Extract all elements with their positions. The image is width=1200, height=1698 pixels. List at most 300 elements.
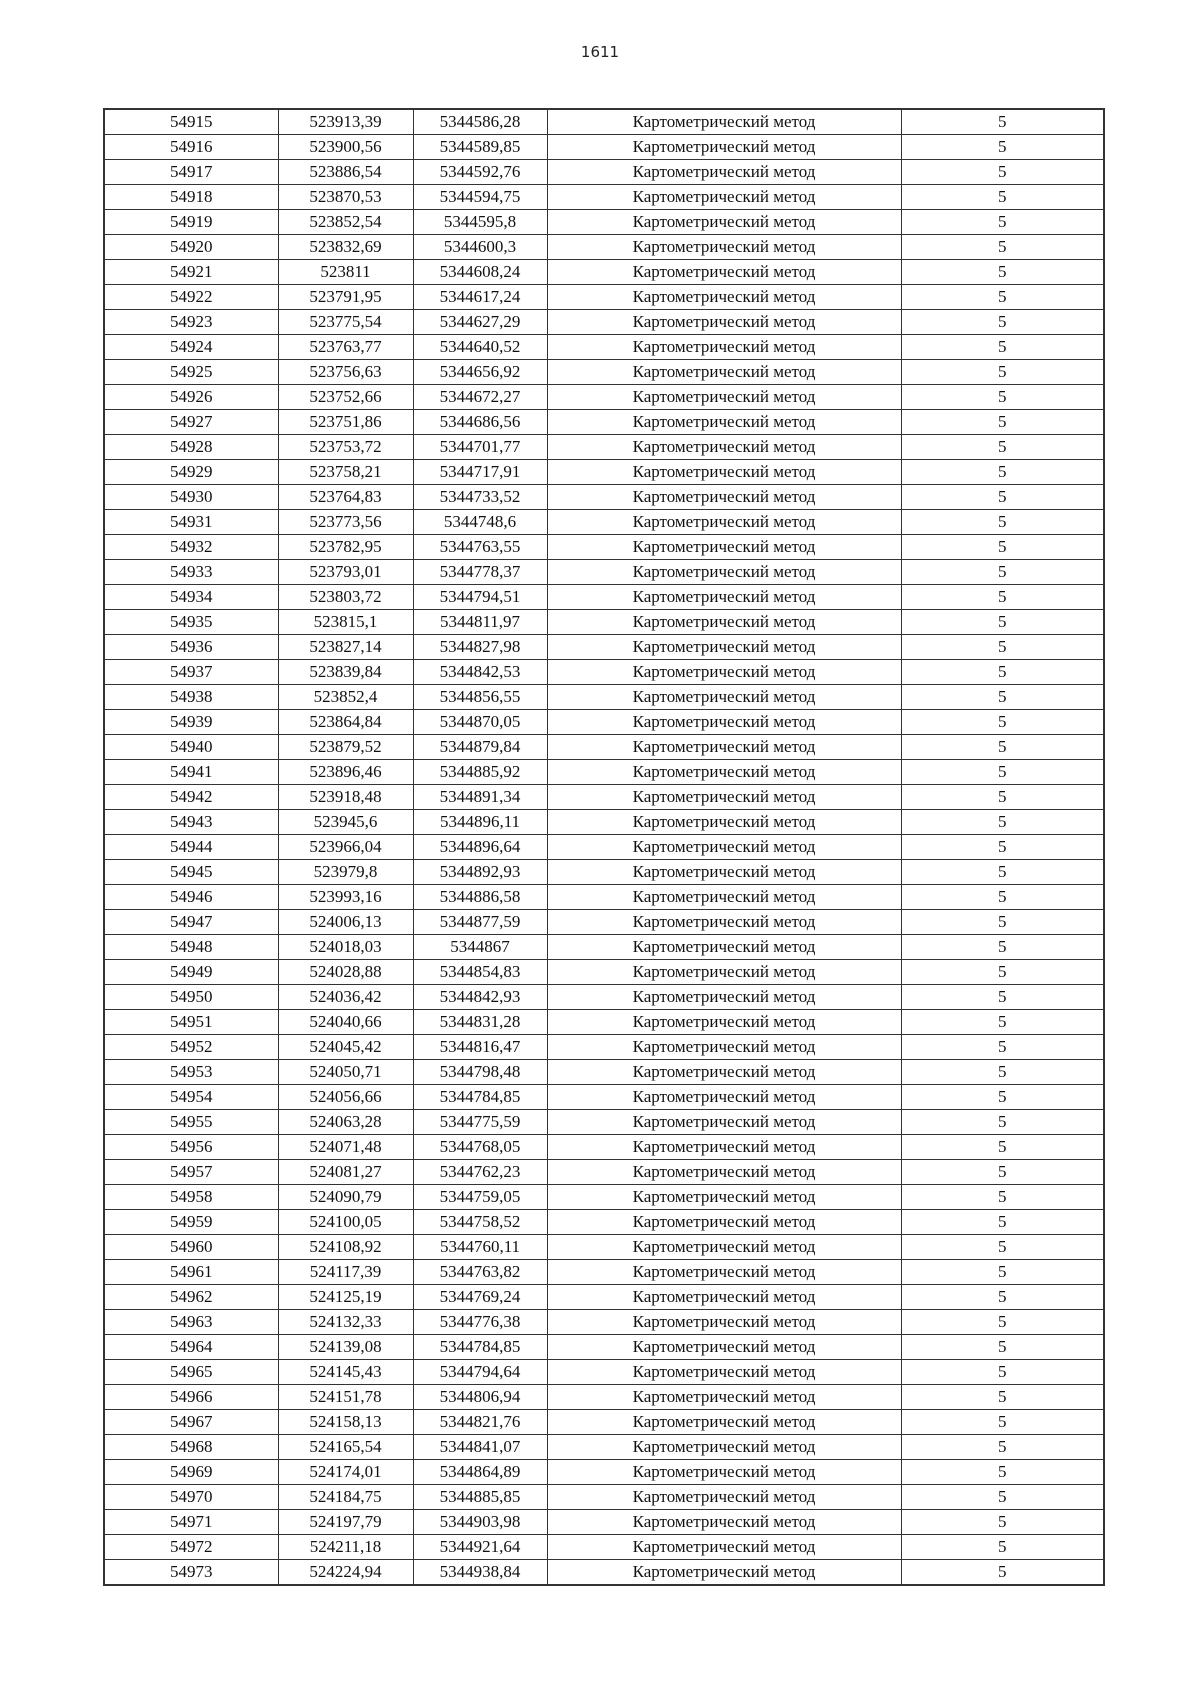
y-coordinate-cell: 5344892,93 [413,860,547,885]
method-cell: Картометрический метод [547,310,901,335]
method-cell: Картометрический метод [547,985,901,1010]
x-coordinate-cell: 523945,6 [278,810,413,835]
x-coordinate-cell: 524132,33 [278,1310,413,1335]
x-coordinate-cell: 523852,54 [278,210,413,235]
accuracy-cell: 5 [901,1485,1104,1510]
point-number-cell: 54944 [104,835,278,860]
y-coordinate-cell: 5344885,92 [413,760,547,785]
accuracy-cell: 5 [901,109,1104,135]
x-coordinate-cell: 524018,03 [278,935,413,960]
method-cell: Картометрический метод [547,109,901,135]
method-cell: Картометрический метод [547,1160,901,1185]
point-number-cell: 54948 [104,935,278,960]
table-row [104,635,1104,660]
x-coordinate-cell: 524211,18 [278,1535,413,1560]
coordinates-table-body [104,109,1104,1585]
point-number-cell: 54939 [104,710,278,735]
table-row [104,685,1104,710]
table-row [104,560,1104,585]
method-cell: Картометрический метод [547,1460,901,1485]
x-coordinate-cell: 523763,77 [278,335,413,360]
point-number-cell: 54919 [104,210,278,235]
method-cell: Картометрический метод [547,785,901,810]
accuracy-cell: 5 [901,1435,1104,1460]
accuracy-cell: 5 [901,910,1104,935]
table-row [104,210,1104,235]
accuracy-cell: 5 [901,510,1104,535]
x-coordinate-cell: 524184,75 [278,1485,413,1510]
method-cell: Картометрический метод [547,185,901,210]
x-coordinate-cell: 523811 [278,260,413,285]
y-coordinate-cell: 5344733,52 [413,485,547,510]
x-coordinate-cell: 523758,21 [278,460,413,485]
page-number: 1611 [580,43,620,61]
y-coordinate-cell: 5344656,92 [413,360,547,385]
x-coordinate-cell: 524158,13 [278,1410,413,1435]
x-coordinate-cell: 523839,84 [278,660,413,685]
x-coordinate-cell: 524108,92 [278,1235,413,1260]
point-number-cell: 54969 [104,1460,278,1485]
point-number-cell: 54972 [104,1535,278,1560]
y-coordinate-cell: 5344775,59 [413,1110,547,1135]
method-cell: Картометрический метод [547,1560,901,1586]
table-row [104,160,1104,185]
method-cell: Картометрический метод [547,160,901,185]
table-row [104,135,1104,160]
method-cell: Картометрический метод [547,885,901,910]
method-cell: Картометрический метод [547,510,901,535]
table-row [104,1460,1104,1485]
y-coordinate-cell: 5344903,98 [413,1510,547,1535]
accuracy-cell: 5 [901,1060,1104,1085]
y-coordinate-cell: 5344672,27 [413,385,547,410]
table-row [104,510,1104,535]
x-coordinate-cell: 523886,54 [278,160,413,185]
point-number-cell: 54926 [104,385,278,410]
point-number-cell: 54946 [104,885,278,910]
point-number-cell: 54933 [104,560,278,585]
x-coordinate-cell: 524081,27 [278,1160,413,1185]
method-cell: Картометрический метод [547,635,901,660]
method-cell: Картометрический метод [547,710,901,735]
y-coordinate-cell: 5344854,83 [413,960,547,985]
y-coordinate-cell: 5344592,76 [413,160,547,185]
accuracy-cell: 5 [901,235,1104,260]
accuracy-cell: 5 [901,810,1104,835]
method-cell: Картометрический метод [547,435,901,460]
table-row [104,1285,1104,1310]
accuracy-cell: 5 [901,760,1104,785]
point-number-cell: 54916 [104,135,278,160]
x-coordinate-cell: 524050,71 [278,1060,413,1085]
x-coordinate-cell: 523803,72 [278,585,413,610]
accuracy-cell: 5 [901,135,1104,160]
point-number-cell: 54973 [104,1560,278,1586]
point-number-cell: 54961 [104,1260,278,1285]
y-coordinate-cell: 5344701,77 [413,435,547,460]
accuracy-cell: 5 [901,885,1104,910]
point-number-cell: 54947 [104,910,278,935]
point-number-cell: 54959 [104,1210,278,1235]
y-coordinate-cell: 5344842,53 [413,660,547,685]
method-cell: Картометрический метод [547,260,901,285]
accuracy-cell: 5 [901,260,1104,285]
point-number-cell: 54971 [104,1510,278,1535]
y-coordinate-cell: 5344640,52 [413,335,547,360]
table-row [104,1160,1104,1185]
x-coordinate-cell: 524224,94 [278,1560,413,1586]
table-row [104,535,1104,560]
point-number-cell: 54968 [104,1435,278,1460]
point-number-cell: 54970 [104,1485,278,1510]
y-coordinate-cell: 5344870,05 [413,710,547,735]
y-coordinate-cell: 5344762,23 [413,1160,547,1185]
x-coordinate-cell: 523775,54 [278,310,413,335]
accuracy-cell: 5 [901,460,1104,485]
method-cell: Картометрический метод [547,1385,901,1410]
x-coordinate-cell: 524045,42 [278,1035,413,1060]
accuracy-cell: 5 [901,310,1104,335]
accuracy-cell: 5 [901,935,1104,960]
y-coordinate-cell: 5344794,64 [413,1360,547,1385]
point-number-cell: 54957 [104,1160,278,1185]
x-coordinate-cell: 523756,63 [278,360,413,385]
accuracy-cell: 5 [901,635,1104,660]
method-cell: Картометрический метод [547,535,901,560]
point-number-cell: 54925 [104,360,278,385]
method-cell: Картометрический метод [547,385,901,410]
table-row [104,1435,1104,1460]
table-row [104,1535,1104,1560]
y-coordinate-cell: 5344784,85 [413,1085,547,1110]
table-row [104,760,1104,785]
point-number-cell: 54956 [104,1135,278,1160]
accuracy-cell: 5 [901,585,1104,610]
accuracy-cell: 5 [901,185,1104,210]
table-row [104,1485,1104,1510]
y-coordinate-cell: 5344816,47 [413,1035,547,1060]
x-coordinate-cell: 523773,56 [278,510,413,535]
point-number-cell: 54966 [104,1385,278,1410]
method-cell: Картометрический метод [547,210,901,235]
table-row [104,235,1104,260]
table-row [104,1510,1104,1535]
y-coordinate-cell: 5344595,8 [413,210,547,235]
accuracy-cell: 5 [901,960,1104,985]
table-row [104,285,1104,310]
y-coordinate-cell: 5344608,24 [413,260,547,285]
x-coordinate-cell: 523782,95 [278,535,413,560]
point-number-cell: 54962 [104,1285,278,1310]
x-coordinate-cell: 523832,69 [278,235,413,260]
accuracy-cell: 5 [901,1460,1104,1485]
table-row [104,1185,1104,1210]
y-coordinate-cell: 5344821,76 [413,1410,547,1435]
y-coordinate-cell: 5344841,07 [413,1435,547,1460]
table-row [104,1385,1104,1410]
table-row [104,185,1104,210]
method-cell: Картометрический метод [547,685,901,710]
point-number-cell: 54949 [104,960,278,985]
x-coordinate-cell: 523979,8 [278,860,413,885]
y-coordinate-cell: 5344769,24 [413,1285,547,1310]
table-row [104,1335,1104,1360]
point-number-cell: 54937 [104,660,278,685]
method-cell: Картометрический метод [547,1135,901,1160]
method-cell: Картометрический метод [547,1410,901,1435]
table-row [104,935,1104,960]
accuracy-cell: 5 [901,535,1104,560]
method-cell: Картометрический метод [547,610,901,635]
table-row [104,485,1104,510]
accuracy-cell: 5 [901,985,1104,1010]
accuracy-cell: 5 [901,1385,1104,1410]
y-coordinate-cell: 5344784,85 [413,1335,547,1360]
accuracy-cell: 5 [901,1285,1104,1310]
accuracy-cell: 5 [901,785,1104,810]
table-row [104,885,1104,910]
table-row [104,810,1104,835]
accuracy-cell: 5 [901,835,1104,860]
x-coordinate-cell: 524174,01 [278,1460,413,1485]
y-coordinate-cell: 5344886,58 [413,885,547,910]
x-coordinate-cell: 524151,78 [278,1385,413,1410]
x-coordinate-cell: 524028,88 [278,960,413,985]
method-cell: Картометрический метод [547,735,901,760]
method-cell: Картометрический метод [547,360,901,385]
point-number-cell: 54917 [104,160,278,185]
point-number-cell: 54945 [104,860,278,885]
method-cell: Картометрический метод [547,935,901,960]
point-number-cell: 54950 [104,985,278,1010]
table-row [104,310,1104,335]
accuracy-cell: 5 [901,360,1104,385]
y-coordinate-cell: 5344600,3 [413,235,547,260]
point-number-cell: 54958 [104,1185,278,1210]
point-number-cell: 54952 [104,1035,278,1060]
method-cell: Картометрический метод [547,1010,901,1035]
accuracy-cell: 5 [901,1510,1104,1535]
table-row [104,1410,1104,1435]
y-coordinate-cell: 5344896,11 [413,810,547,835]
table-row [104,735,1104,760]
y-coordinate-cell: 5344794,51 [413,585,547,610]
point-number-cell: 54932 [104,535,278,560]
accuracy-cell: 5 [901,285,1104,310]
x-coordinate-cell: 524036,42 [278,985,413,1010]
table-row [104,1060,1104,1085]
point-number-cell: 54965 [104,1360,278,1385]
x-coordinate-cell: 524139,08 [278,1335,413,1360]
y-coordinate-cell: 5344778,37 [413,560,547,585]
table-row [104,710,1104,735]
accuracy-cell: 5 [901,735,1104,760]
method-cell: Картометрический метод [547,1535,901,1560]
point-number-cell: 54954 [104,1085,278,1110]
x-coordinate-cell: 523752,66 [278,385,413,410]
x-coordinate-cell: 524056,66 [278,1085,413,1110]
x-coordinate-cell: 523896,46 [278,760,413,785]
method-cell: Картометрический метод [547,585,901,610]
method-cell: Картометрический метод [547,235,901,260]
point-number-cell: 54953 [104,1060,278,1085]
method-cell: Картометрический метод [547,460,901,485]
y-coordinate-cell: 5344758,52 [413,1210,547,1235]
accuracy-cell: 5 [901,410,1104,435]
accuracy-cell: 5 [901,560,1104,585]
x-coordinate-cell: 523918,48 [278,785,413,810]
x-coordinate-cell: 523852,4 [278,685,413,710]
coordinates-table [103,108,1105,1586]
x-coordinate-cell: 524071,48 [278,1135,413,1160]
table-row [104,1035,1104,1060]
y-coordinate-cell: 5344748,6 [413,510,547,535]
accuracy-cell: 5 [901,860,1104,885]
table-row [104,1010,1104,1035]
accuracy-cell: 5 [901,1010,1104,1035]
method-cell: Картометрический метод [547,1310,901,1335]
point-number-cell: 54963 [104,1310,278,1335]
point-number-cell: 54928 [104,435,278,460]
table-row [104,460,1104,485]
y-coordinate-cell: 5344594,75 [413,185,547,210]
accuracy-cell: 5 [901,660,1104,685]
accuracy-cell: 5 [901,485,1104,510]
y-coordinate-cell: 5344831,28 [413,1010,547,1035]
accuracy-cell: 5 [901,1160,1104,1185]
method-cell: Картометрический метод [547,860,901,885]
y-coordinate-cell: 5344798,48 [413,1060,547,1085]
y-coordinate-cell: 5344768,05 [413,1135,547,1160]
y-coordinate-cell: 5344589,85 [413,135,547,160]
method-cell: Картометрический метод [547,1185,901,1210]
method-cell: Картометрический метод [547,1110,901,1135]
x-coordinate-cell: 524100,05 [278,1210,413,1235]
y-coordinate-cell: 5344827,98 [413,635,547,660]
point-number-cell: 54941 [104,760,278,785]
method-cell: Картометрический метод [547,810,901,835]
x-coordinate-cell: 523879,52 [278,735,413,760]
method-cell: Картометрический метод [547,135,901,160]
x-coordinate-cell: 523870,53 [278,185,413,210]
y-coordinate-cell: 5344921,64 [413,1535,547,1560]
accuracy-cell: 5 [901,210,1104,235]
method-cell: Картометрический метод [547,1085,901,1110]
point-number-cell: 54955 [104,1110,278,1135]
point-number-cell: 54922 [104,285,278,310]
accuracy-cell: 5 [901,435,1104,460]
x-coordinate-cell: 524090,79 [278,1185,413,1210]
x-coordinate-cell: 523900,56 [278,135,413,160]
y-coordinate-cell: 5344717,91 [413,460,547,485]
point-number-cell: 54915 [104,109,278,135]
method-cell: Картометрический метод [547,1510,901,1535]
table-row [104,610,1104,635]
method-cell: Картометрический метод [547,285,901,310]
table-row [104,910,1104,935]
point-number-cell: 54934 [104,585,278,610]
point-number-cell: 54931 [104,510,278,535]
accuracy-cell: 5 [901,610,1104,635]
y-coordinate-cell: 5344763,55 [413,535,547,560]
point-number-cell: 54936 [104,635,278,660]
table-row [104,785,1104,810]
y-coordinate-cell: 5344627,29 [413,310,547,335]
y-coordinate-cell: 5344864,89 [413,1460,547,1485]
y-coordinate-cell: 5344586,28 [413,109,547,135]
x-coordinate-cell: 523966,04 [278,835,413,860]
accuracy-cell: 5 [901,160,1104,185]
x-coordinate-cell: 523913,39 [278,109,413,135]
point-number-cell: 54935 [104,610,278,635]
method-cell: Картометрический метод [547,1260,901,1285]
table-row [104,1110,1104,1135]
table-row [104,660,1104,685]
accuracy-cell: 5 [901,710,1104,735]
point-number-cell: 54930 [104,485,278,510]
y-coordinate-cell: 5344686,56 [413,410,547,435]
accuracy-cell: 5 [901,1560,1104,1586]
method-cell: Картометрический метод [547,1235,901,1260]
y-coordinate-cell: 5344842,93 [413,985,547,1010]
method-cell: Картометрический метод [547,485,901,510]
table-row [104,860,1104,885]
y-coordinate-cell: 5344938,84 [413,1560,547,1586]
x-coordinate-cell: 523793,01 [278,560,413,585]
table-row [104,1210,1104,1235]
point-number-cell: 54924 [104,335,278,360]
table-row [104,1260,1104,1285]
x-coordinate-cell: 524197,79 [278,1510,413,1535]
method-cell: Картометрический метод [547,1060,901,1085]
accuracy-cell: 5 [901,1335,1104,1360]
point-number-cell: 54920 [104,235,278,260]
y-coordinate-cell: 5344776,38 [413,1310,547,1335]
point-number-cell: 54964 [104,1335,278,1360]
point-number-cell: 54927 [104,410,278,435]
x-coordinate-cell: 524040,66 [278,1010,413,1035]
y-coordinate-cell: 5344885,85 [413,1485,547,1510]
y-coordinate-cell: 5344763,82 [413,1260,547,1285]
table-row [104,435,1104,460]
y-coordinate-cell: 5344896,64 [413,835,547,860]
method-cell: Картометрический метод [547,335,901,360]
table-row [104,360,1104,385]
method-cell: Картометрический метод [547,1035,901,1060]
y-coordinate-cell: 5344856,55 [413,685,547,710]
method-cell: Картометрический метод [547,835,901,860]
accuracy-cell: 5 [901,335,1104,360]
y-coordinate-cell: 5344760,11 [413,1235,547,1260]
point-number-cell: 54951 [104,1010,278,1035]
method-cell: Картометрический метод [547,760,901,785]
x-coordinate-cell: 523753,72 [278,435,413,460]
point-number-cell: 54938 [104,685,278,710]
point-number-cell: 54942 [104,785,278,810]
x-coordinate-cell: 524006,13 [278,910,413,935]
accuracy-cell: 5 [901,1410,1104,1435]
accuracy-cell: 5 [901,1185,1104,1210]
accuracy-cell: 5 [901,1535,1104,1560]
x-coordinate-cell: 524145,43 [278,1360,413,1385]
x-coordinate-cell: 523764,83 [278,485,413,510]
y-coordinate-cell: 5344867 [413,935,547,960]
point-number-cell: 54921 [104,260,278,285]
x-coordinate-cell: 523751,86 [278,410,413,435]
y-coordinate-cell: 5344891,34 [413,785,547,810]
accuracy-cell: 5 [901,1210,1104,1235]
y-coordinate-cell: 5344811,97 [413,610,547,635]
